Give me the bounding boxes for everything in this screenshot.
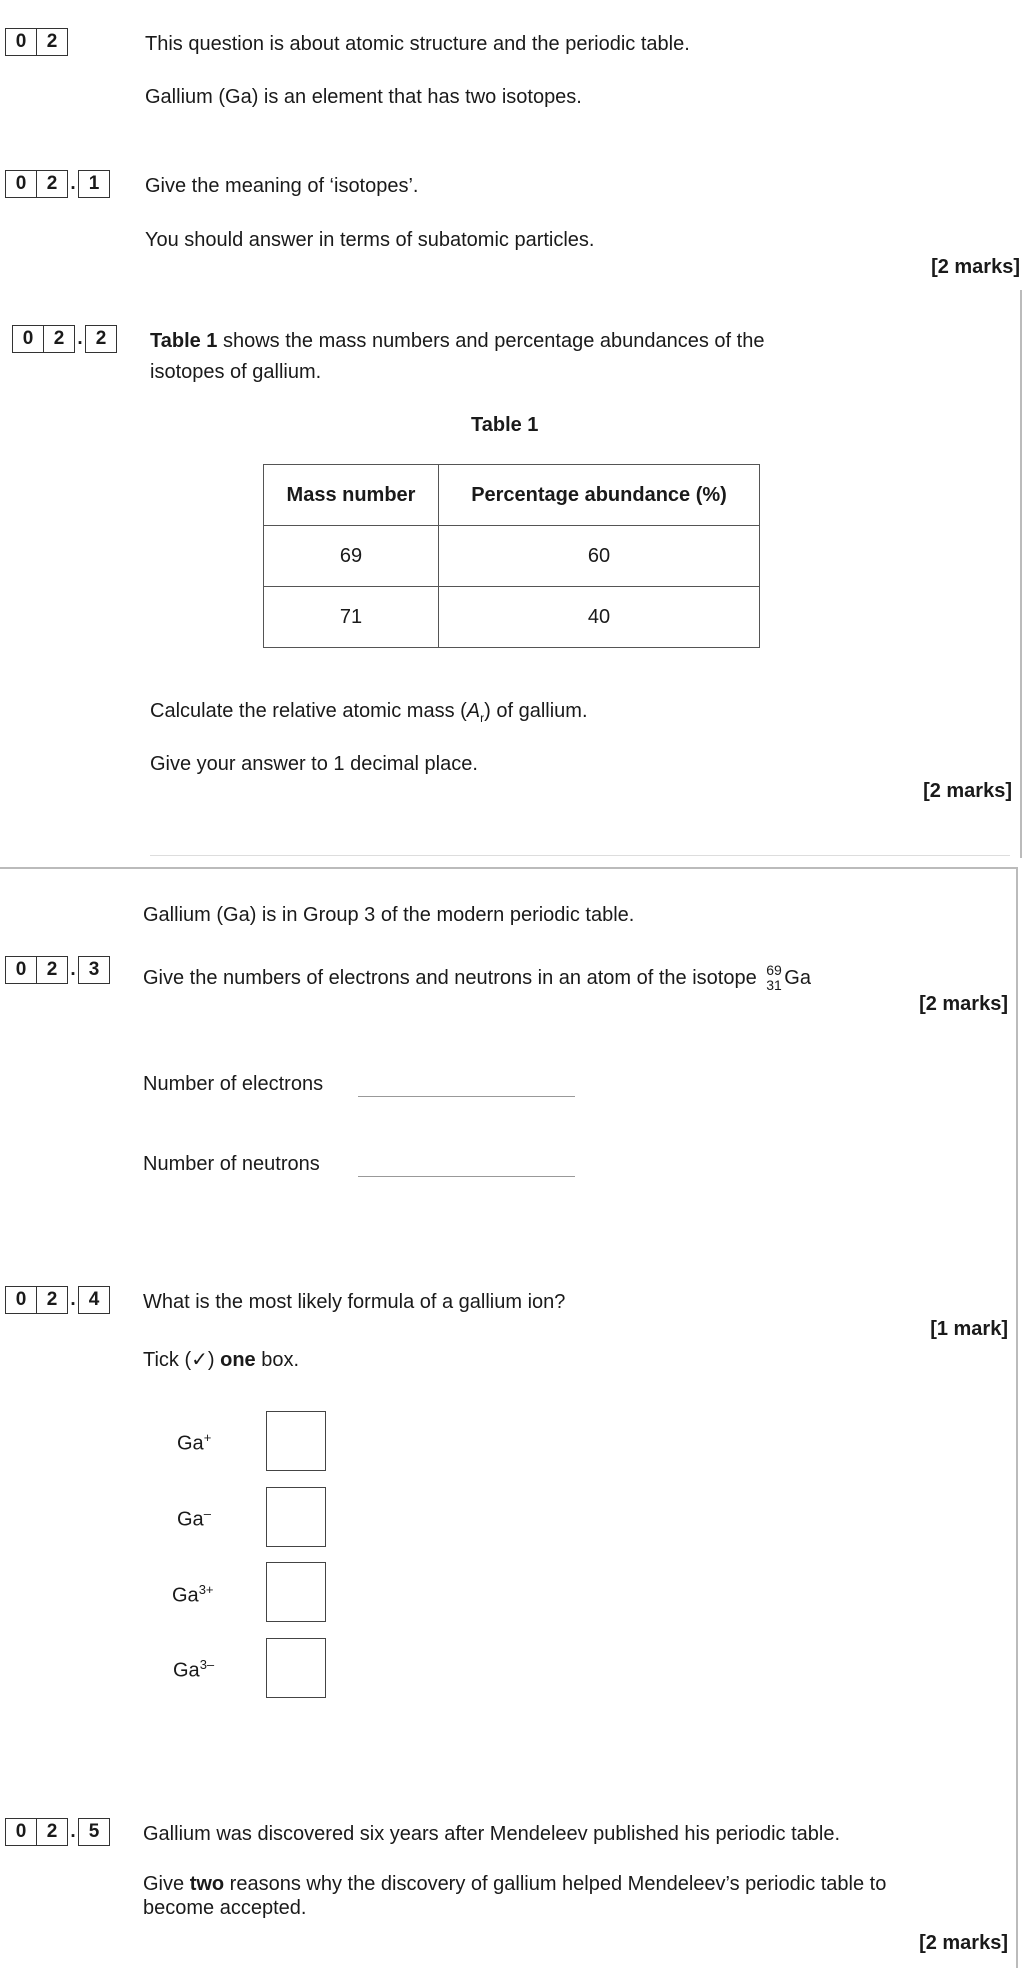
question-number-02-4: 0 2 . 4 — [5, 1286, 110, 1314]
frame-border — [0, 867, 1018, 869]
calc-pre: Calculate the relative atomic mass ( — [150, 700, 467, 722]
tick-pre: Tick (✓) — [143, 1349, 221, 1371]
atomic-number: 31 — [766, 977, 782, 993]
digit: 2 — [36, 1287, 67, 1313]
table-row — [264, 587, 760, 648]
option-ga-plus — [177, 1430, 211, 1456]
frame-border — [1016, 867, 1018, 1968]
isotope-table — [263, 464, 760, 648]
neutrons-answer-line[interactable] — [358, 1176, 575, 1177]
table-intro-rest: shows the mass numbers and percentage abundances of the — [217, 330, 765, 352]
table-intro-line2: isotopes of gallium. — [150, 361, 322, 383]
option-ga-minus — [177, 1506, 211, 1532]
option-ga-3plus — [172, 1582, 214, 1608]
tick-instruction — [143, 1348, 299, 1372]
ion-charge: + — [203, 1430, 212, 1445]
digit: 0 — [15, 1289, 27, 1310]
sub-digit: 3 — [78, 956, 110, 984]
divider — [150, 855, 1010, 856]
gallium-isotopes-text: Gallium (Ga) is an element that has two isotopes. — [145, 86, 582, 108]
give-pre: Give — [143, 1873, 190, 1895]
isotope-notation — [762, 962, 784, 993]
digit: 0 — [15, 31, 27, 52]
neutrons-label: Number of neutrons — [143, 1153, 320, 1175]
intro-text: This question is about atomic structure and the periodic table. — [145, 33, 690, 55]
digit: 0 — [15, 959, 27, 980]
digit: 2 — [36, 171, 67, 197]
question-text: Give the meaning of ‘isotopes’. — [145, 175, 419, 197]
table-intro — [150, 329, 764, 353]
question-note: You should answer in terms of subatomic particles. — [145, 229, 595, 251]
frame-border — [1020, 290, 1022, 858]
tick-box-ga-minus[interactable] — [266, 1487, 326, 1547]
sub-digit: 4 — [78, 1286, 110, 1314]
question-text — [143, 962, 811, 993]
digit: 2 — [36, 29, 67, 55]
sub-digit: 2 — [85, 325, 117, 353]
tick-box-ga-3minus[interactable] — [266, 1638, 326, 1698]
table-title: Table 1 — [471, 414, 539, 436]
electrons-answer-line[interactable] — [358, 1096, 575, 1097]
ion-charge: – — [203, 1506, 211, 1521]
tick-post: box. — [255, 1349, 300, 1371]
column-header: Percentage abundance (%) — [439, 465, 760, 526]
question-number-02 — [5, 28, 68, 56]
reasons-instruction-line2: become accepted. — [143, 1897, 307, 1919]
tick-box-ga-3plus[interactable] — [266, 1562, 326, 1622]
give-post: reasons why the discovery of gallium helped Mendeleev’s periodic table to — [224, 1873, 887, 1895]
ion-base: Ga — [172, 1584, 199, 1607]
electrons-label: Number of electrons — [143, 1073, 324, 1095]
sub-digit: 5 — [78, 1818, 110, 1846]
digit: 2 — [36, 1819, 67, 1845]
ion-base: Ga — [177, 1432, 204, 1455]
ion-base: Ga — [177, 1508, 204, 1531]
digit: 0 — [15, 1821, 27, 1842]
reasons-instruction — [143, 1872, 886, 1896]
table-cell: 40 — [439, 587, 760, 648]
table-cell: 71 — [264, 587, 439, 648]
digit: 2 — [36, 957, 67, 983]
column-header: Mass number — [264, 465, 439, 526]
marks-label: [1 mark] — [930, 1318, 1008, 1340]
question-number-02-1: 0 2 . 1 — [5, 170, 110, 198]
table-ref: Table 1 — [150, 330, 218, 352]
calc-post: ) of gallium. — [484, 700, 588, 722]
tick-box-ga-plus[interactable] — [266, 1411, 326, 1471]
marks-label: [2 marks] — [919, 1932, 1008, 1954]
ion-charge: 3+ — [198, 1582, 214, 1597]
ion-base: Ga — [173, 1659, 200, 1682]
digit: 0 — [22, 328, 34, 349]
marks-label: [2 marks] — [923, 780, 1012, 802]
table-header-row — [264, 465, 760, 526]
question-number-02-2: 0 2 . 2 — [12, 325, 117, 353]
mass-number: 69 — [766, 962, 782, 978]
tick-bold: one — [220, 1349, 256, 1371]
marks-label: [2 marks] — [931, 256, 1020, 278]
question-text: Gallium was discovered six years after Mendeleev published his periodic table. — [143, 1823, 841, 1845]
group-intro: Gallium (Ga) is in Group 3 of the modern periodic table. — [143, 904, 635, 926]
question-number-02-5: 0 2 . 5 — [5, 1818, 110, 1846]
ar-subscript: r — [480, 711, 485, 725]
sub-digit: 1 — [78, 170, 110, 198]
ar-symbol: A — [466, 700, 481, 722]
element-symbol: Ga — [784, 967, 811, 989]
table-row — [264, 526, 760, 587]
question-text: What is the most likely formula of a gallium ion? — [143, 1291, 566, 1313]
ion-charge: 3– — [199, 1657, 215, 1672]
digit: 2 — [43, 326, 74, 352]
decimal-instruction: Give your answer to 1 decimal place. — [150, 753, 478, 775]
table-cell: 69 — [264, 526, 439, 587]
question-number-02-3: 0 2 . 3 — [5, 956, 110, 984]
calculate-instruction — [150, 699, 588, 730]
digit: 0 — [15, 173, 27, 194]
table-cell: 60 — [439, 526, 760, 587]
option-ga-3minus — [173, 1657, 214, 1683]
question-text-main: Give the numbers of electrons and neutrons in an atom of the isotope — [143, 967, 763, 989]
give-bold: two — [189, 1873, 225, 1895]
marks-label: [2 marks] — [919, 993, 1008, 1015]
